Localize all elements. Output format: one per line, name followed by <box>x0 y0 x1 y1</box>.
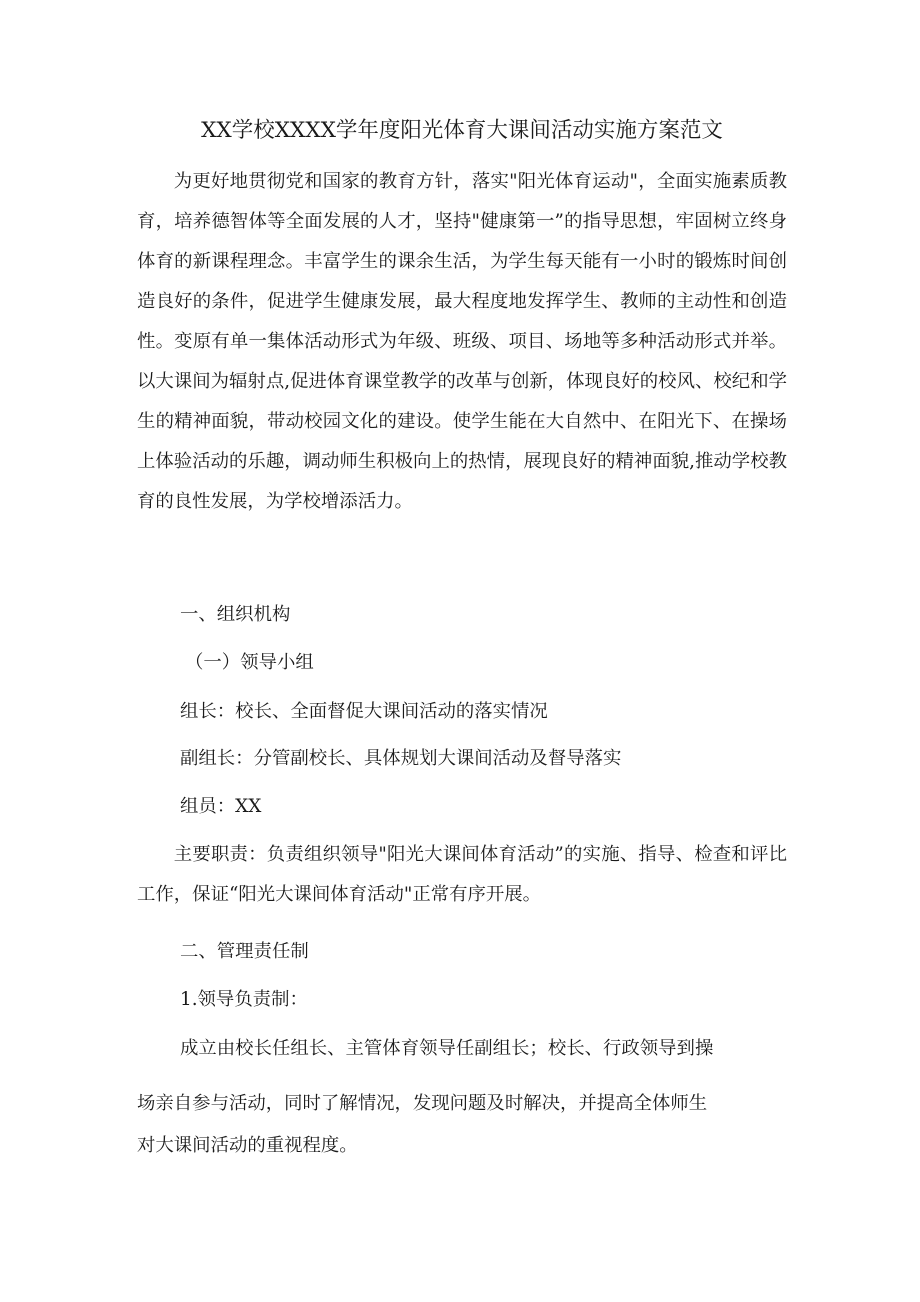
item-heading-leader-responsibility: 1.领导负责制： <box>180 989 308 1010</box>
item-text-line: 对大课间活动的重视程度。 <box>137 1135 358 1156</box>
section-heading-organization: 一、组织机构 <box>180 604 291 625</box>
intro-paragraph: 为更好地贯彻党和国家的教育方针，落实"阳光体育运动"，全面实施素质教育，培养德智体等全面发展的人才，坚持"健康第一”的指导思想，牢固树立终身体育的新课程理念。丰富学生的课余生活，为学生每天能有一小时的锻炼时间创造良好的条件，促进学生健康发展，最大程度地发挥学生、教师的主动性和创造性。变原有单一集体活动形式为年级、班级、项目、场地等多种活动形式并举。以大课间为辐射点,促进体育课堂教学的改革与创新，体现良好的校风、校纪和学生的精神面貌，带动校园文化的建设。使学生能在大自然中、在阳光下、在操场上体验活动的乐趣，调动师生积极向上的热情，展现良好的精神面貌,推动学校教育的良性发展，为学校增添活力。 <box>137 171 787 512</box>
section-heading-responsibility: 二、管理责任制 <box>180 941 309 962</box>
members-line: 组员：XX <box>180 796 262 817</box>
leader-line: 组长：校长、全面督促大课间活动的落实情况 <box>180 701 548 722</box>
document-title: XX学校XXXX学年度阳光体育大课间活动实施方案范文 <box>201 118 723 143</box>
item-text-line: 场亲自参与活动，同时了解情况，发现问题及时解决，并提高全体师生 <box>137 1093 708 1114</box>
duties-paragraph: 主要职责：负责组织领导"阳光大课间体育活动”的实施、指导、检查和评比工作，保证“阳光大课间体育活动"正常有序开展。 <box>137 844 787 905</box>
subsection-heading-leadership-group: （一）领导小组 <box>185 652 314 673</box>
deputy-leader-line: 副组长：分管副校长、具体规划大课间活动及督导落实 <box>180 748 622 769</box>
item-text-line: 成立由校长任组长、主管体育领导任副组长；校长、行政领导到操 <box>180 1038 714 1059</box>
